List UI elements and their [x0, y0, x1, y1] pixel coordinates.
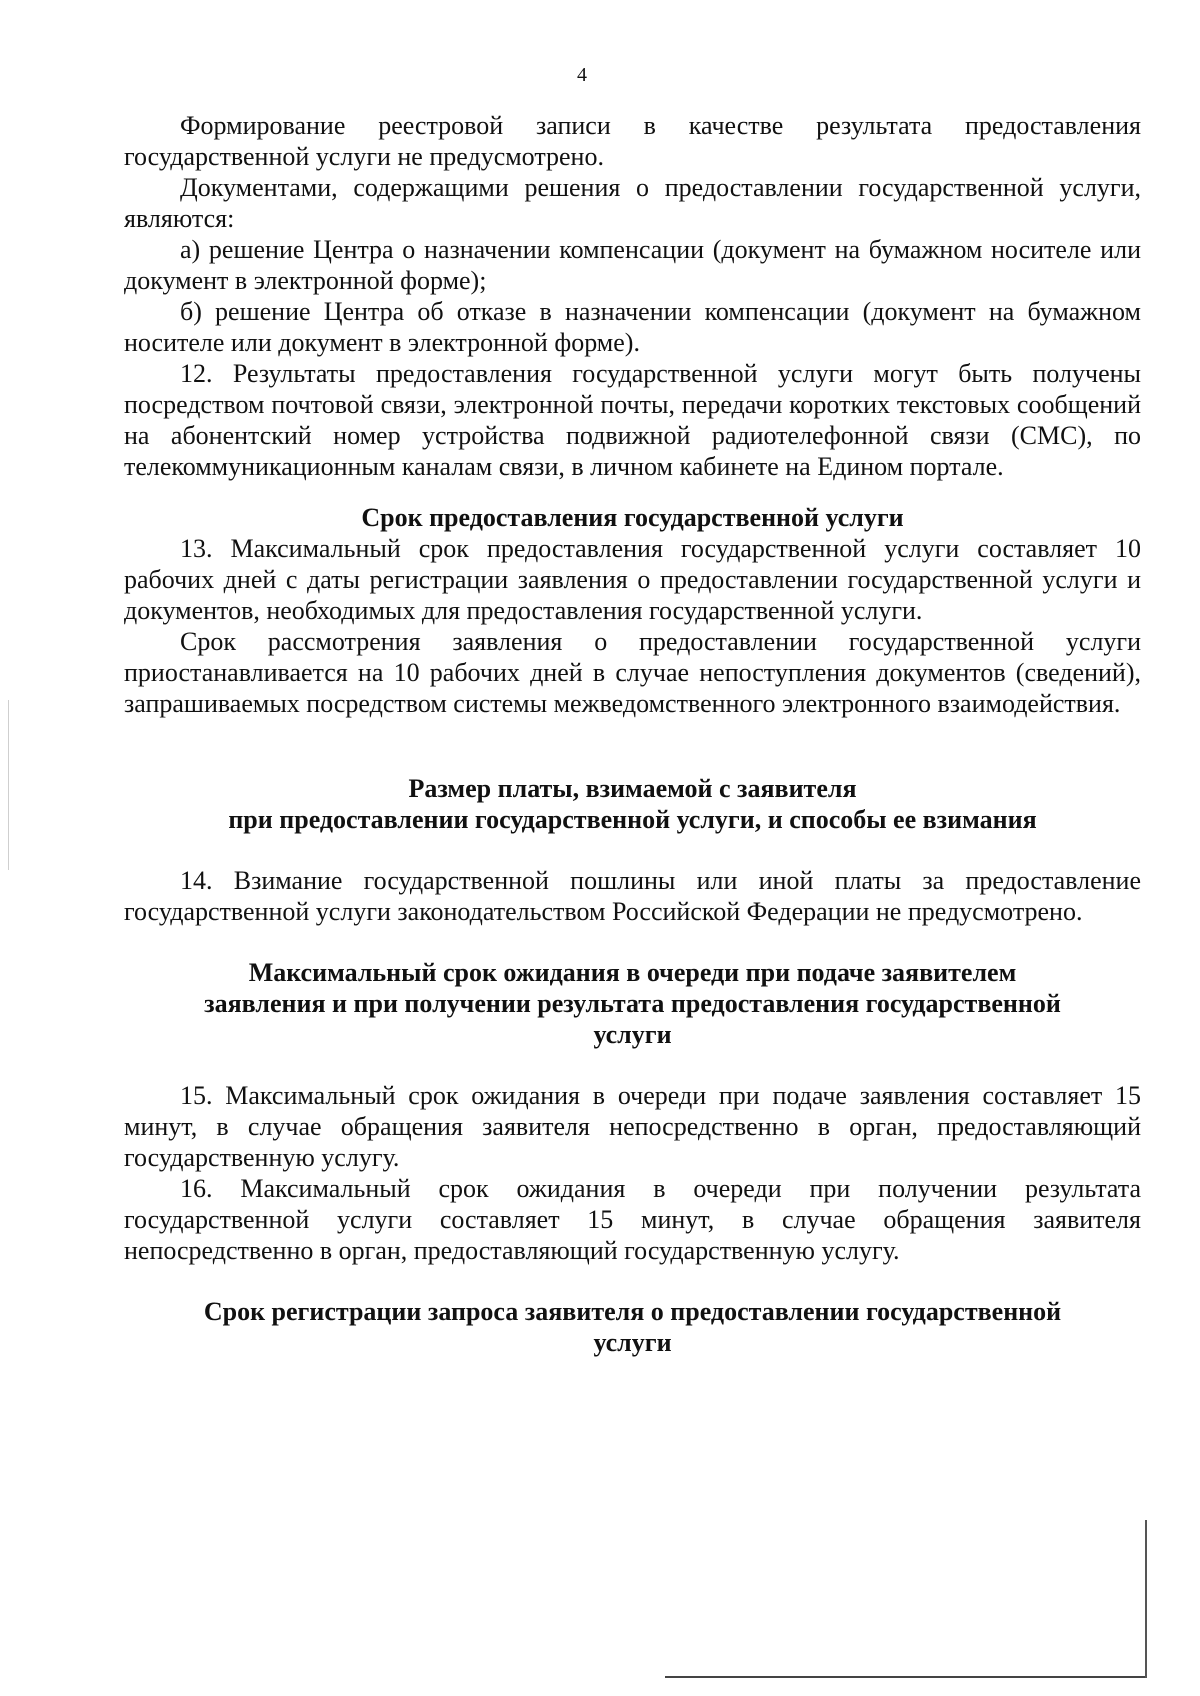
- paragraph-decision-documents: Документами, содержащими решения о предоставлении государственной услуги, являются:: [124, 173, 1141, 233]
- heading-line: услуги: [593, 1328, 672, 1357]
- paragraph-14: 14. Взимание государственной пошлины или иной платы за предоставление государственной услуги законодательством Российской Федерации не предусмотрено.: [124, 866, 1141, 926]
- heading-line: при предоставлении государственной услуги, и способы ее взимания: [228, 805, 1037, 834]
- heading-line: Срок предоставления государственной услуги: [361, 503, 904, 532]
- heading-line: Срок регистрации запроса заявителя о предоставлении государственной: [203, 1297, 1062, 1326]
- page-number: 4: [577, 64, 587, 86]
- paragraph-16: 16. Максимальный срок ожидания в очереди при получении результата государственной услуги составляет 15 минут, в случае обращения заявителя непосредственно в орган, предоставляющий государственную услугу.: [124, 1174, 1141, 1265]
- paragraph-review-suspension: Срок рассмотрения заявления о предоставлении государственной услуги приостанавливается на 10 рабочих дней в случае непоступления документов (сведений), запрашиваемых посредством системы межведомственного электронного взаимодействия.: [124, 627, 1141, 718]
- scan-edge-mark: [1145, 1520, 1147, 1678]
- scan-edge-mark: [665, 1676, 1145, 1678]
- paragraph-registry-record: Формирование реестровой записи в качестве результата предоставления государственной услуги не предусмотрено.: [124, 111, 1141, 171]
- paragraph-13: 13. Максимальный срок предоставления государственной услуги составляет 10 рабочих дней с даты регистрации заявления о предоставлении государственной услуги и документов, необходимых для предоставления государственной услуги.: [124, 534, 1141, 625]
- paragraph-12: 12. Результаты предоставления государственной услуги могут быть получены посредством почтовой связи, электронной почты, передачи коротких текстовых сообщений на абонентский номер устройства подвижной радиотелефонной связи (СМС), по телекоммуникационным каналам связи, в личном кабинете на Едином портале.: [124, 359, 1141, 481]
- paragraph-item-b: б) решение Центра об отказе в назначении компенсации (документ на бумажном носителе или документ в электронной форме).: [124, 297, 1141, 357]
- paragraph-15: 15. Максимальный срок ожидания в очереди при подаче заявления составляет 15 минут, в случае обращения заявителя непосредственно в орган, предоставляющий государственную услугу.: [124, 1081, 1141, 1172]
- heading-line: Размер платы, взимаемой с заявителя: [408, 774, 857, 803]
- heading-request-registration: [124, 1296, 1141, 1358]
- heading-queue-time: [124, 957, 1141, 1050]
- document-body: [124, 110, 1141, 1358]
- heading-line: заявления и при получении результата предоставления государственной: [204, 989, 1061, 1018]
- heading-line: Максимальный срок ожидания в очереди при подаче заявителем: [248, 958, 1017, 987]
- heading-line: услуги: [593, 1020, 672, 1049]
- heading-service-term: [124, 502, 1141, 533]
- paragraph-item-a: а) решение Центра о назначении компенсации (документ на бумажном носителе или документ в электронной форме);: [124, 235, 1141, 295]
- heading-fee: [124, 773, 1141, 835]
- scan-edge-mark: [8, 700, 9, 870]
